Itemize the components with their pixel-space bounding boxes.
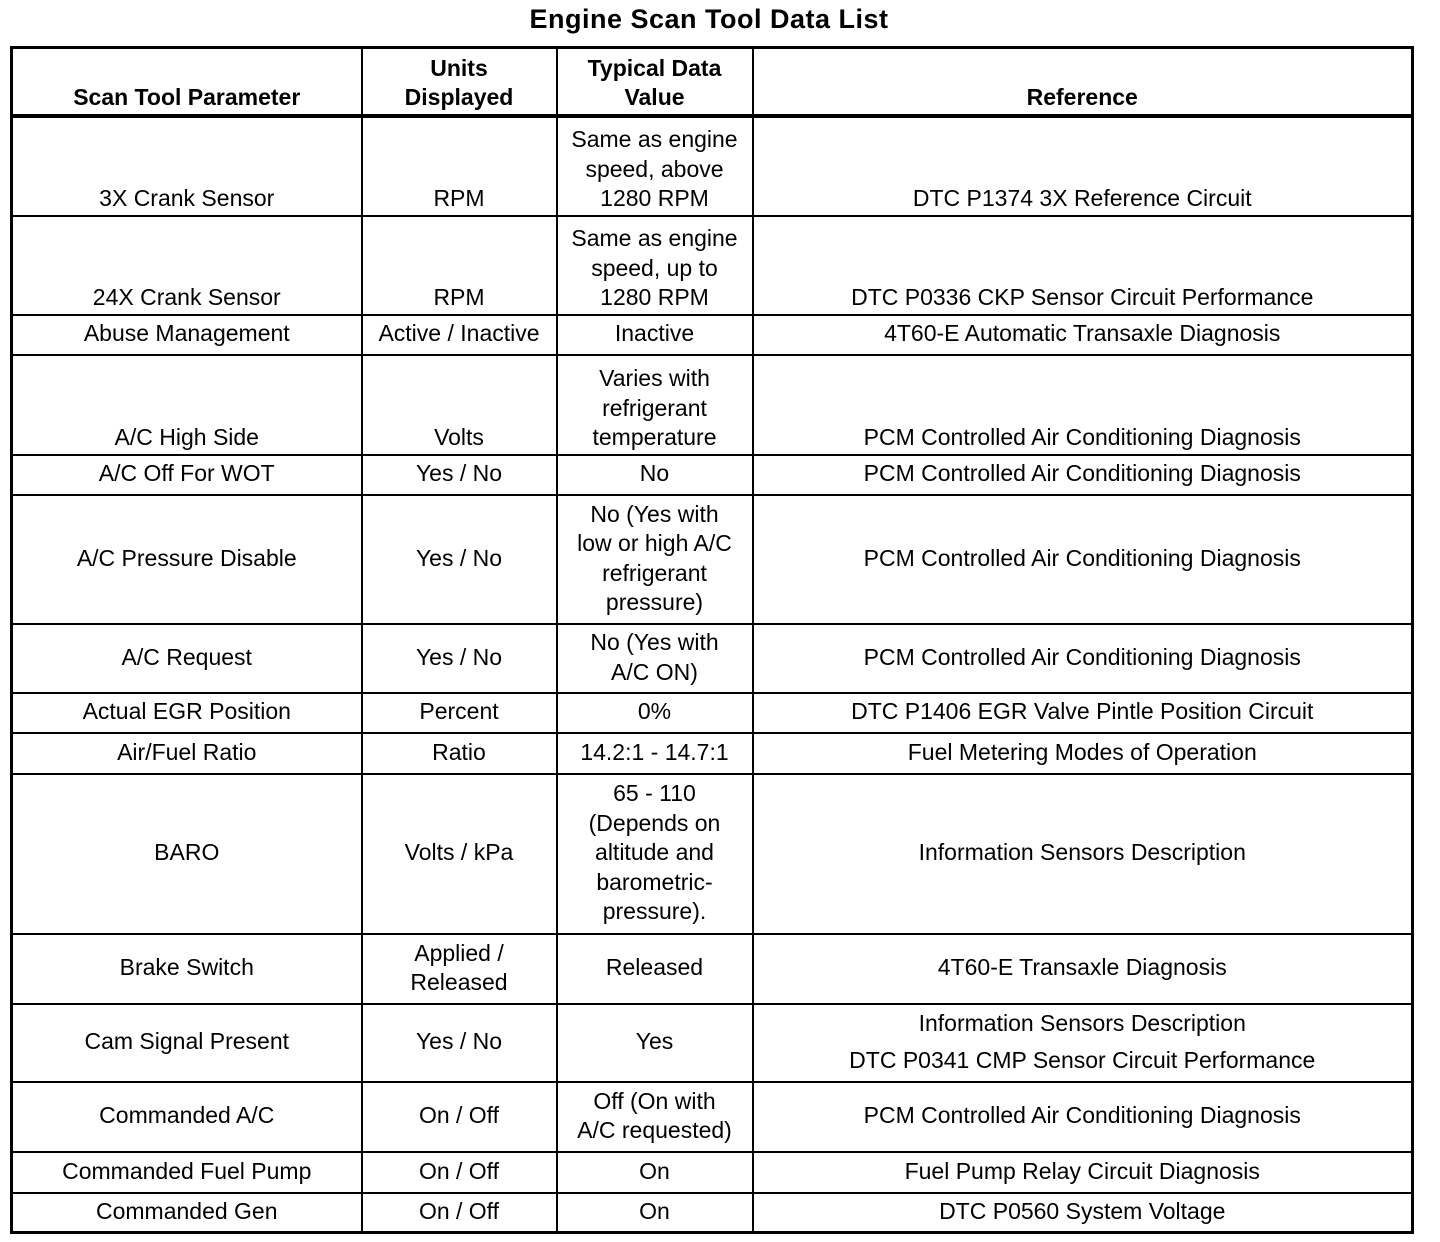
cell-parameter [12, 774, 362, 934]
typical-value-line: 14.2:1 - 14.7:1 [580, 738, 729, 765]
table-row [12, 774, 1413, 934]
parameter-text: Abuse Management [83, 320, 290, 347]
page-title: Engine Scan Tool Data List [529, 4, 889, 34]
cell-reference [753, 216, 1413, 315]
cell-typical-value [557, 1193, 753, 1233]
typical-value-line: On [639, 1157, 670, 1184]
cell-units [362, 116, 557, 216]
cell-reference [753, 774, 1413, 934]
units-line: Volts / kPa [404, 839, 514, 866]
cell-reference [753, 1152, 1413, 1193]
cell-units [362, 1152, 557, 1193]
reference-line: Information Sensors Description [918, 1009, 1246, 1036]
cell-units [362, 455, 557, 495]
parameter-text: Actual EGR Position [82, 698, 291, 725]
typical-value-line: No (Yes with [590, 500, 719, 527]
table-row [12, 1004, 1413, 1082]
typical-value-line: 0% [637, 698, 672, 725]
cell-reference [753, 934, 1413, 1004]
units-line: Released [410, 969, 508, 995]
cell-parameter [12, 1193, 362, 1233]
units-line: Yes / No [415, 460, 503, 487]
typical-value-line: pressure) [605, 589, 704, 615]
table-row [12, 116, 1413, 216]
typical-value-line: 1280 RPM [600, 185, 709, 211]
table-row [12, 1193, 1413, 1233]
cell-reference [753, 495, 1413, 624]
header-line: Scan Tool Parameter [73, 84, 301, 110]
reference-line: PCM Controlled Air Conditioning Diagnosis [863, 643, 1301, 670]
table-header [12, 48, 1413, 116]
units-line: Percent [419, 698, 499, 725]
cell-typical-value [557, 733, 753, 774]
table-row [12, 624, 1413, 693]
table-row [12, 315, 1413, 355]
parameter-text: Commanded Fuel Pump [62, 1157, 312, 1184]
units-line: On / Off [418, 1157, 500, 1184]
parameter-text: Air/Fuel Ratio [117, 738, 257, 765]
cell-parameter [12, 1152, 362, 1193]
header-line: Value [624, 84, 685, 110]
table-row [12, 1152, 1413, 1193]
typical-value-line: A/C ON) [611, 658, 698, 685]
cell-reference [753, 455, 1413, 495]
typical-value-line: 1280 RPM [600, 284, 709, 310]
units-line: RPM [433, 284, 485, 310]
typical-value-line: barometric- [596, 868, 713, 895]
cell-reference [753, 624, 1413, 693]
cell-parameter [12, 1004, 362, 1082]
parameter-text: Brake Switch [119, 954, 254, 981]
header-line: Units [430, 54, 488, 81]
typical-value-line: temperature [592, 424, 717, 450]
typical-value-line: speed, up to [591, 254, 718, 281]
typical-value-line: No [639, 460, 670, 487]
parameter-text: A/C Off For WOT [98, 460, 275, 487]
table-row [12, 934, 1413, 1004]
cell-reference [753, 116, 1413, 216]
cell-units [362, 495, 557, 624]
header-scan-tool-parameter [12, 48, 362, 116]
typical-value-line: refrigerant [602, 394, 707, 421]
units-line: On / Off [418, 1198, 500, 1224]
units-line: Yes / No [415, 643, 503, 670]
cell-units [362, 1082, 557, 1152]
cell-typical-value [557, 1082, 753, 1152]
typical-value-line: A/C requested) [577, 1117, 732, 1143]
reference-line: DTC P1374 3X Reference Circuit [912, 185, 1252, 211]
reference-line: PCM Controlled Air Conditioning Diagnosis [863, 1102, 1301, 1129]
parameter-text: A/C Request [121, 643, 252, 670]
table-row [12, 495, 1413, 624]
cell-typical-value [557, 693, 753, 733]
table-row [12, 1082, 1413, 1152]
reference-line: 4T60-E Automatic Transaxle Diagnosis [884, 320, 1281, 347]
cell-reference [753, 1082, 1413, 1152]
typical-value-line: Varies with [599, 365, 710, 391]
cell-units [362, 355, 557, 455]
header-row [12, 48, 1413, 116]
cell-typical-value [557, 355, 753, 455]
reference-line: PCM Controlled Air Conditioning Diagnosis [863, 424, 1301, 450]
cell-parameter [12, 455, 362, 495]
typical-value-line: No (Yes with [590, 629, 719, 655]
table-row [12, 355, 1413, 455]
cell-parameter [12, 116, 362, 216]
units-line: Applied / [414, 939, 504, 966]
typical-value-line: Off (On with [593, 1087, 716, 1114]
typical-value-line: pressure). [602, 898, 707, 925]
cell-parameter [12, 216, 362, 315]
parameter-text: Commanded A/C [99, 1102, 275, 1129]
header-units-displayed [362, 48, 557, 116]
typical-value-line: Same as engine [571, 225, 738, 251]
table-row [12, 216, 1413, 315]
parameter-text: A/C High Side [114, 424, 259, 450]
cell-typical-value [557, 216, 753, 315]
cell-typical-value [557, 495, 753, 624]
typical-value-line: low or high A/C [577, 530, 732, 556]
typical-value-line: altitude and [595, 839, 714, 866]
cell-parameter [12, 495, 362, 624]
cell-reference [753, 355, 1413, 455]
cell-typical-value [557, 455, 753, 495]
cell-parameter [12, 733, 362, 774]
cell-units [362, 774, 557, 934]
table-body [12, 116, 1413, 1233]
typical-value-line: (Depends on [588, 809, 721, 836]
parameter-text: 24X Crank Sensor [92, 284, 281, 310]
units-line: Active / Inactive [378, 320, 540, 347]
typical-value-line: Inactive [614, 320, 695, 347]
reference-line: PCM Controlled Air Conditioning Diagnosis [863, 544, 1301, 571]
cell-parameter [12, 693, 362, 733]
header-line: Displayed [404, 84, 514, 110]
parameter-text: 3X Crank Sensor [99, 185, 275, 211]
cell-units [362, 315, 557, 355]
units-line: Ratio [432, 738, 486, 765]
units-line: Yes / No [415, 544, 503, 571]
reference-line: DTC P1406 EGR Valve Pintle Position Circuit [851, 698, 1314, 725]
cell-typical-value [557, 1152, 753, 1193]
parameter-text: Cam Signal Present [84, 1028, 290, 1055]
table-row [12, 693, 1413, 733]
cell-typical-value [557, 315, 753, 355]
typical-value-line: refrigerant [602, 559, 707, 586]
cell-reference [753, 1004, 1413, 1082]
reference-line: PCM Controlled Air Conditioning Diagnosis [863, 460, 1301, 487]
units-line: Volts [434, 424, 484, 450]
cell-units [362, 1193, 557, 1233]
cell-reference [753, 693, 1413, 733]
reference-line: Information Sensors Description [918, 839, 1246, 866]
cell-units [362, 693, 557, 733]
cell-units [362, 733, 557, 774]
cell-units [362, 624, 557, 693]
cell-units [362, 216, 557, 315]
typical-value-line: Yes [635, 1028, 674, 1055]
table-row [12, 733, 1413, 774]
cell-typical-value [557, 1004, 753, 1082]
cell-typical-value [557, 624, 753, 693]
reference-line: Fuel Metering Modes of Operation [907, 738, 1257, 765]
cell-parameter [12, 934, 362, 1004]
parameter-text: A/C Pressure Disable [76, 544, 297, 571]
table-row [12, 455, 1413, 495]
cell-parameter [12, 1082, 362, 1152]
header-line: Typical Data [587, 54, 722, 81]
cell-parameter [12, 624, 362, 693]
cell-reference [753, 315, 1413, 355]
typical-value-line: Same as engine [571, 126, 738, 152]
header-line: Reference [1026, 84, 1138, 110]
reference-line: DTC P0341 CMP Sensor Circuit Performance [849, 1047, 1316, 1073]
header-typical-data-value [557, 48, 753, 116]
reference-line: 4T60-E Transaxle Diagnosis [937, 954, 1227, 981]
typical-value-line: speed, above [585, 155, 724, 182]
cell-parameter [12, 355, 362, 455]
reference-line: DTC P0336 CKP Sensor Circuit Performance [851, 284, 1314, 310]
cell-parameter [12, 315, 362, 355]
reference-line: Fuel Pump Relay Circuit Diagnosis [904, 1157, 1260, 1184]
header-reference [753, 48, 1413, 116]
parameter-text: Commanded Gen [95, 1198, 278, 1224]
scan-tool-data-table [10, 46, 1414, 1234]
typical-value-line: Released [605, 954, 704, 981]
units-line: RPM [433, 185, 485, 211]
units-line: On / Off [418, 1102, 500, 1129]
cell-typical-value [557, 774, 753, 934]
typical-value-line: On [639, 1198, 670, 1224]
units-line: Yes / No [415, 1028, 503, 1055]
cell-typical-value [557, 934, 753, 1004]
cell-reference [753, 1193, 1413, 1233]
cell-units [362, 934, 557, 1004]
parameter-text: BARO [154, 839, 220, 866]
cell-reference [753, 733, 1413, 774]
reference-line: DTC P0560 System Voltage [939, 1198, 1226, 1224]
typical-value-line: 65 - 110 [613, 780, 696, 807]
cell-typical-value [557, 116, 753, 216]
cell-units [362, 1004, 557, 1082]
